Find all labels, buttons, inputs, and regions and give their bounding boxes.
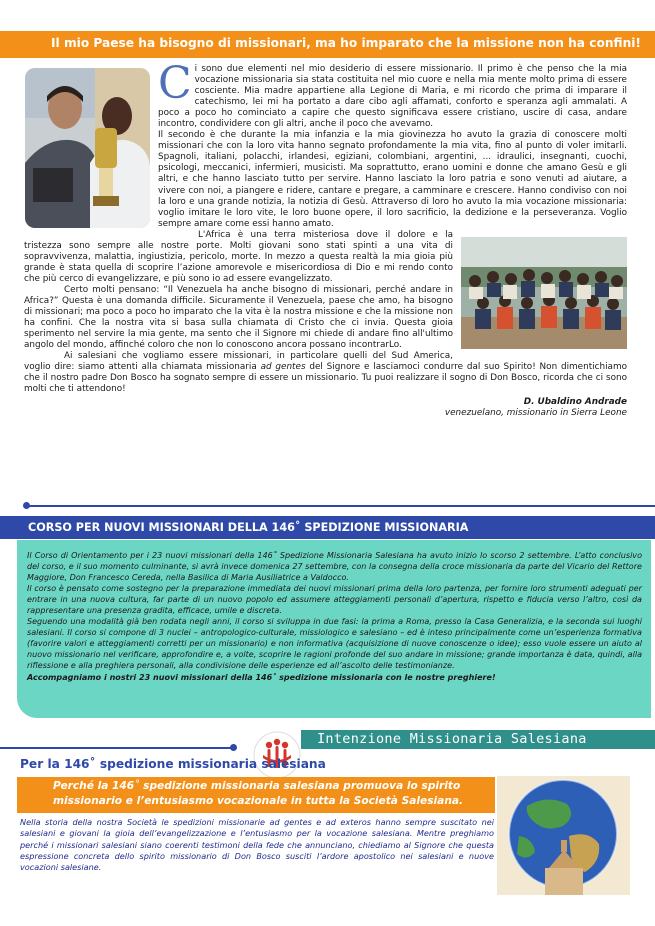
- dropcap: C: [158, 58, 192, 109]
- photo-group-of-young-people: [461, 237, 627, 349]
- corso-paragraph-1: Il Corso di Orientamento per i 23 nuovi missionari della 146˚ Spedizione Missionaria Salesiana ha avuto inizio lo scorso 2 settembre. L’atto conclusivo del corso, e il suo momento culminante, si avrà invece domenica 27 settembre, con la consegna della croce missionaria da parte del Vicario del Rettore Maggiore, Don Francesco Cereda, nella Basilica di Maria Ausiliatrice a Valdocco.: [27, 551, 642, 583]
- paragraph-3: L'Africa è una terra misteriosa dove il dolore e la tristezza sono sempre alle nostre porte. Molti giovani sono stati spinti a una vita di sopravvivenza, malattia, ingiustizia, pericolo, morte. In mezzo a questa realtà la mia gioia più grande è stata quella di scoprire l’azione amorevole e misericordiosa di Dio e mi rendo conto che più cerco di evangelizzare, e più sono io ad essere evangelizzato.: [24, 229, 453, 284]
- corso-header: [0, 516, 655, 539]
- separator-line-2: [0, 747, 232, 749]
- corso-title: CORSO PER NUOVI MISSIONARI DELLA 146˚ SPEDIZIONE MISSIONARIA: [28, 521, 469, 534]
- author-name: D. Ubaldino Andrade: [523, 397, 627, 408]
- corso-text: [27, 550, 642, 683]
- article-body: [24, 58, 627, 510]
- salesian-missions-logo: [253, 731, 301, 779]
- paragraph-1: Ci sono due elementi nel mio desiderio di essere missionario. Il primo è che penso che la mia vocazione missionaria sia stata costituita nel mio cuore e nella mia mente molto prima di essere cosciente. Mia madre appartiene alla Legione di Maria, e mi ricordo che prima di imparare il catechismo, lei mi ha portato a dare cibo agli affamati, conforto e speranza agli ammalati. A poco a poco ho cominciato a capire che questo significava essere cristiano, uscire di casa, andare incontro, condividere con gli altri, anche il poco che avevamo.: [158, 58, 627, 130]
- signature: [24, 397, 627, 419]
- corso-paragraph-4: Accompagniamo i nostri 23 nuovi missionari della 146˚ spedizione missionaria con le nostre preghiere!: [27, 672, 496, 682]
- paragraph-4: Certo molti pensano: “Il Venezuela ha anche bisogno di missionari, perché andare in Africa?” Questa è una domanda difficile. Sicuramente il Venezuela, paese che amo, ha bisogno di missionari; ma poco a poco ho imparato che la vita è la nostra missione e che la missione non ha confini. Che la nostra vita si basa sulla chiamata di Cristo che ci invia. Questa gioia sperimento nel servire la mia gente, ma sento che il Signore mi chiede di andare fino all'ultimo angolo del mondo, affinché coloro che non lo conoscono ancora possano incontrarLo.: [24, 284, 453, 351]
- intention-title: Per la 146˚ spedizione missionaria salesiana: [20, 757, 326, 771]
- intention-body: Nella storia della nostra Società le spedizioni missionarie ad gentes e ad exteros hanno sempre suscitato nei salesiani e giovani la gioia dell’evangelizzazione e l’entusiasmo per la vocazione salesiana. Mentre preghiamo perché i missionari salesiani siano coerenti testimoni della fede che annunciano, chiediamo al Signore che questa espressione concreta dello spirito missionario di Don Bosco susciti l’ardore apostolico nei salesiani e nuove vocazioni salesiane.: [20, 817, 494, 873]
- article-title-banner: [0, 31, 655, 58]
- globe-image: [497, 776, 630, 895]
- paragraph-5: Ai salesiani che vogliamo essere missionari, in particolare quelli del Sud America, voglio dire: siamo attenti alla chiamata missionaria ad gentes del Signore e lasciamoci condurre dal suo Spirito! Non dimentichiamo che il nostro padre Don Bosco ha sognato sempre di essere un missionario. Tu puoi realizzare il sogno di Don Bosco, ricorda che ci sono molti che ti attendono!: [24, 351, 627, 395]
- photo-two-men-with-trophy: [25, 68, 150, 228]
- corso-paragraph-3: Seguendo una modalità già ben rodata negli anni, il corso si sviluppa in due fasi: la prima a Roma, presso la Casa Generalizia, e la seconda sui luoghi salesiani. Il corso si compone di 3 nuclei – antropologico-culturale, missiologico e salesiano – ed è inteso principalmente come un’esperienza formativa (favorire valori e atteggiamenti corretti per un missionario) e non informativa (acquisizione di nuove conoscenze o idee); esso vuole essere un aiuto al nuovo missionario nel verificare, approfondire e, a volte, scoprire le ragioni profonde del suo andare in missione; grande importanza è data, quindi, alla riflessione e alla preghiera personali, alla condivisione delle esperienze ed all’ascolto delle testimonianze.: [27, 617, 642, 671]
- intention-highlight-text: Perché la 146˚ spedizione missionaria salesiana promuova lo spirito missionario e l’entusiasmo vocazionale in tutta la Società Salesiana.: [53, 780, 464, 807]
- article-title: Il mio Paese ha bisogno di missionari, ma ho imparato che la missione non ha confini!: [50, 36, 641, 50]
- corso-paragraph-2: Il corso è pensato come sostegno per la preparazione immediata dei nuovi missionari prima della loro partenza, per fornire loro strumenti adeguati per entrare in una nuova cultura, far parte di un nuovo popolo ed assumere atteggiamenti personali d’apertura, rispetto e fiducia verso l’altro, così da rappresentare una presenza gradita, efficace, umile e discreta.: [27, 584, 642, 616]
- separator-line: [28, 505, 655, 507]
- intention-banner: [301, 730, 655, 749]
- separator-dot-2: [230, 744, 237, 751]
- paragraph-2: Il secondo è che durante la mia infanzia e la mia giovinezza ho avuto la grazia di conoscere molti missionari che con la loro vita hanno segnato profondamente la mia vita, fino al punto di voler imitarli. Spagnoli, italiani, polacchi, irlandesi, egiziani, colombiani, argentini, ... idraulici, insegnanti, cuochi, psicologi, meccanici, infermieri, musicisti. Ma soprattutto, erano uomini e donne che amano Gesù e gli altri, e che hanno lasciato tutto per servire. Hanno lasciato la loro patria e sono venuti ad aiutare, a vivere con noi, a piangere e ridere, cantare e pregare, a camminare e crescere. Hanno condiviso con noi la loro e una grande notizia, la notizia di Gesù. Attraverso di loro ho avuto la mia vocazione missionaria: voglio imitare le loro vite, le loro buone opere, il loro sacrificio, la dedizione e la perseveranza. Voglio sempre amare come essi hanno amato.: [158, 130, 627, 229]
- author-role: venezuelano, missionario in Sierra Leone: [444, 408, 627, 419]
- intention-highlight: [17, 777, 495, 813]
- intention-banner-label: Intenzione Missionaria Salesiana: [317, 731, 587, 747]
